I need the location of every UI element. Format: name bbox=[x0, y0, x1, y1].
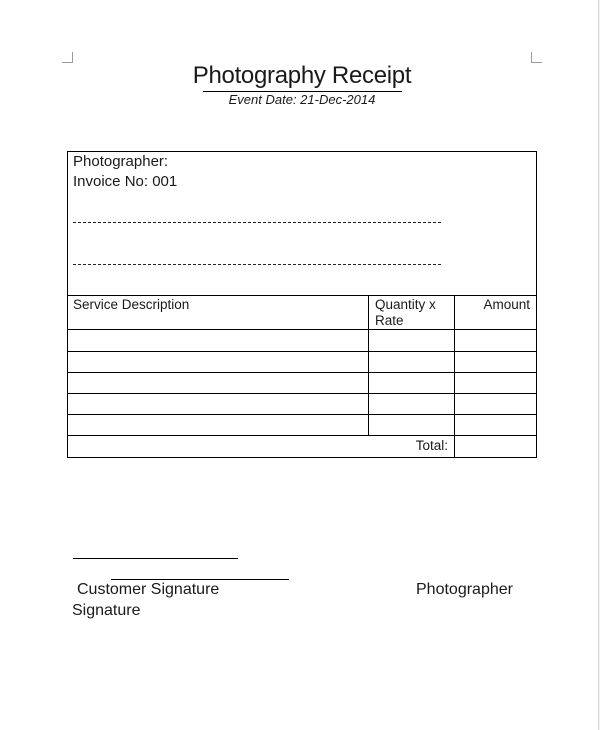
receipt-title: Photography Receipt bbox=[192, 62, 412, 89]
dashed-line bbox=[73, 264, 441, 265]
table-row-rule bbox=[67, 414, 537, 415]
customer-signature-label: Customer Signature bbox=[77, 581, 220, 598]
header-service-description: Service Description bbox=[73, 297, 190, 312]
dashed-line bbox=[73, 222, 441, 223]
header-amount: Amount bbox=[483, 297, 530, 312]
event-date: Event Date: 21-Dec-2014 bbox=[228, 92, 376, 107]
table-row-rule bbox=[67, 372, 537, 373]
table-row-rule bbox=[67, 435, 537, 436]
invoice-number: Invoice No: 001 bbox=[73, 173, 178, 190]
table-column-rule bbox=[368, 295, 369, 436]
customer-signature-line bbox=[73, 558, 238, 559]
table-row-rule bbox=[67, 329, 537, 330]
signature-word: Signature bbox=[72, 602, 141, 619]
photographer-label: Photographer: bbox=[73, 153, 169, 170]
table-header-top-rule bbox=[67, 295, 537, 296]
total-label: Total: bbox=[415, 438, 448, 453]
photographer-signature-line bbox=[111, 579, 289, 580]
table-row-rule bbox=[67, 351, 537, 352]
table-row-rule bbox=[67, 393, 537, 394]
table-column-rule bbox=[454, 295, 455, 457]
header-quantity-rate: Quantity x Rate bbox=[375, 297, 436, 328]
photographer-signature-label: Photographer bbox=[416, 581, 513, 598]
